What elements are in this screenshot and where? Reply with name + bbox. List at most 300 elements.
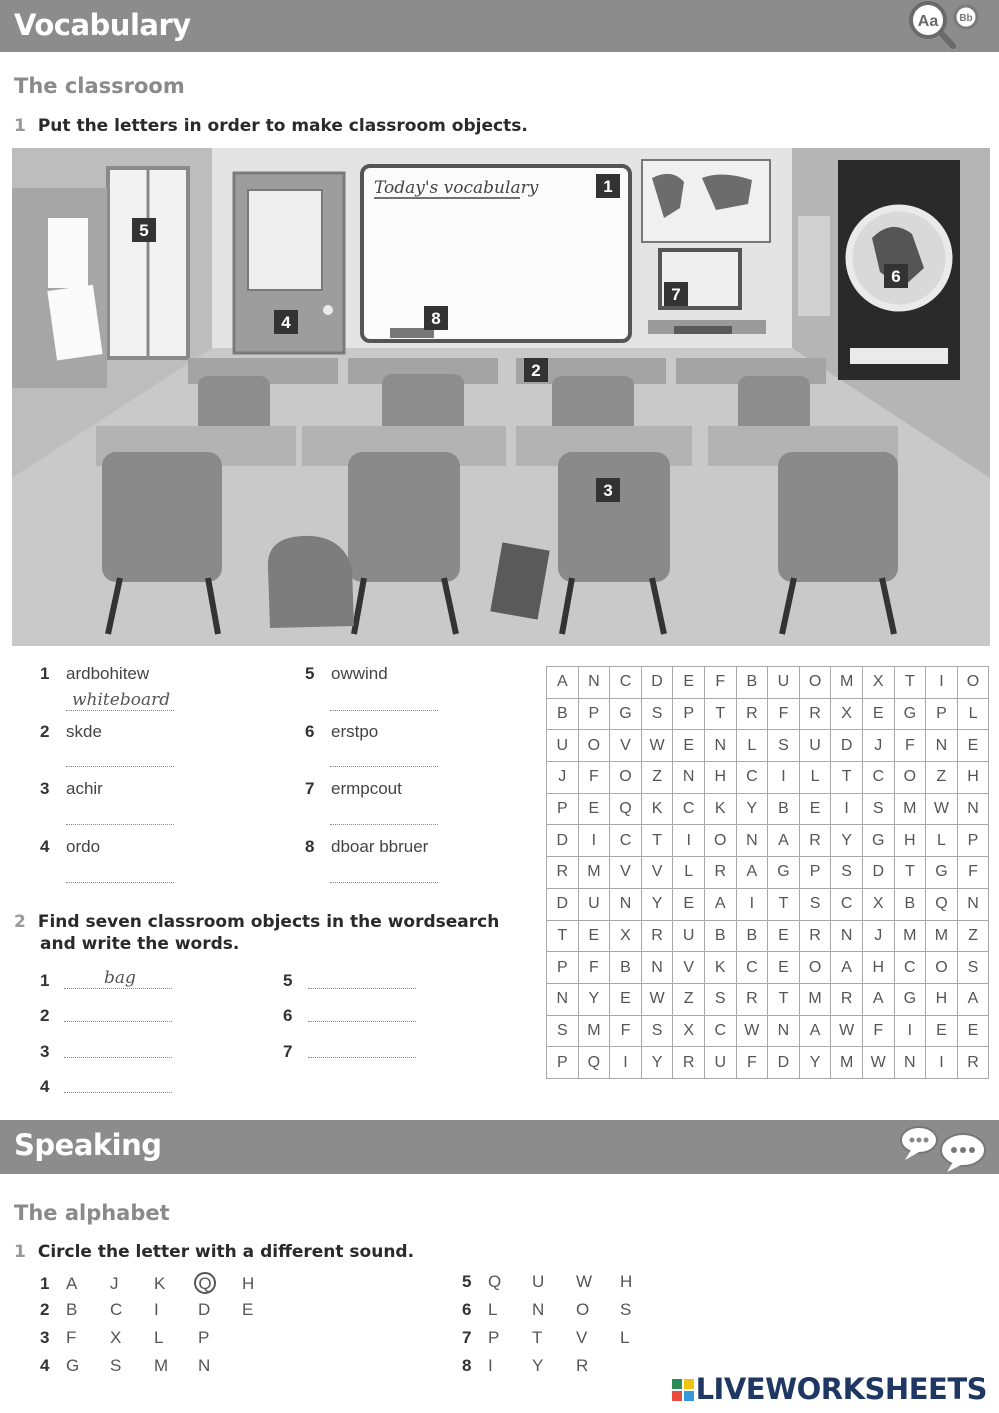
wordsearch-cell[interactable]: G bbox=[894, 983, 926, 1015]
alphabet-row bbox=[462, 1300, 664, 1320]
alphabet-letter[interactable]: L bbox=[488, 1300, 498, 1319]
wordsearch-cell[interactable]: S bbox=[641, 1015, 673, 1047]
alphabet-letter[interactable]: T bbox=[532, 1328, 543, 1347]
wordsearch-cell[interactable]: C bbox=[610, 667, 642, 699]
marker-5: 5 bbox=[139, 221, 149, 240]
ex1-instruction-text: Put the letters in order to make classroom objects. bbox=[37, 116, 528, 136]
speaking-banner bbox=[0, 1120, 999, 1174]
ex2-answer-line-3[interactable] bbox=[64, 1057, 172, 1058]
wordsearch-cell[interactable]: S bbox=[831, 857, 863, 889]
wordsearch-cell[interactable]: D bbox=[641, 667, 673, 699]
wordsearch-cell[interactable]: R bbox=[673, 1047, 705, 1079]
wordsearch-cell[interactable]: H bbox=[704, 762, 736, 794]
alphabet-letter[interactable]: F bbox=[66, 1328, 77, 1347]
alphabet-letter[interactable]: N bbox=[198, 1356, 211, 1375]
alphabet-letter[interactable]: W bbox=[576, 1272, 593, 1291]
wordsearch-cell[interactable]: I bbox=[926, 1047, 958, 1079]
alphabet-letter[interactable]: J bbox=[110, 1274, 119, 1293]
wordsearch-cell[interactable]: T bbox=[768, 888, 800, 920]
wordsearch-cell[interactable]: K bbox=[704, 952, 736, 984]
vocabulary-title: Vocabulary bbox=[14, 8, 191, 42]
ex2-label-1: 1 bbox=[40, 971, 50, 990]
alphabet-letter[interactable]: S bbox=[110, 1356, 122, 1375]
wordsearch-cell[interactable]: R bbox=[799, 698, 831, 730]
wordsearch-cell[interactable]: U bbox=[799, 730, 831, 762]
wordsearch-cell[interactable]: O bbox=[957, 667, 989, 699]
wordsearch-cell[interactable]: Q bbox=[578, 1047, 610, 1079]
wordsearch-cell[interactable]: N bbox=[610, 888, 642, 920]
wordsearch-cell[interactable]: F bbox=[768, 698, 800, 730]
wordsearch-cell[interactable]: N bbox=[894, 1047, 926, 1079]
wordsearch-cell[interactable]: O bbox=[578, 730, 610, 762]
alphabet-row bbox=[40, 1300, 286, 1320]
alphabet-letter[interactable]: C bbox=[110, 1300, 123, 1319]
alphabet-letter[interactable]: Y bbox=[532, 1356, 544, 1375]
liveworksheets-logo bbox=[672, 1372, 987, 1406]
wordsearch-cell[interactable]: Y bbox=[799, 1047, 831, 1079]
wordsearch-cell[interactable]: I bbox=[768, 762, 800, 794]
wordsearch-cell[interactable]: P bbox=[547, 1047, 579, 1079]
alphabet-letter[interactable]: N bbox=[532, 1300, 545, 1319]
ex2-answer-line-7[interactable] bbox=[308, 1057, 416, 1058]
ex1-answer-line-3[interactable] bbox=[66, 824, 174, 825]
aa-icon-text: Aa bbox=[917, 13, 939, 30]
wordsearch-cell[interactable]: U bbox=[704, 1047, 736, 1079]
wordsearch-grid bbox=[546, 666, 989, 1079]
ex1-answer-line-4[interactable] bbox=[66, 882, 174, 883]
wordsearch-cell[interactable]: C bbox=[894, 952, 926, 984]
alphabet-letter[interactable]: Q bbox=[198, 1272, 242, 1294]
wordsearch-cell[interactable]: T bbox=[641, 825, 673, 857]
wordsearch-cell[interactable]: R bbox=[957, 1047, 989, 1079]
ex2-label-3: 3 bbox=[40, 1042, 50, 1061]
wordsearch-cell[interactable]: P bbox=[578, 698, 610, 730]
wordsearch-cell[interactable]: I bbox=[578, 825, 610, 857]
ex1-answer-1[interactable]: whiteboard bbox=[72, 690, 171, 710]
wordsearch-cell[interactable]: M bbox=[926, 920, 958, 952]
alphabet-row-number: 6 bbox=[462, 1300, 472, 1319]
wordsearch-cell[interactable]: J bbox=[862, 920, 894, 952]
wordsearch-cell[interactable]: U bbox=[768, 667, 800, 699]
wordsearch-cell[interactable]: S bbox=[862, 793, 894, 825]
wordsearch-cell[interactable]: C bbox=[862, 762, 894, 794]
wordsearch-cell[interactable]: E bbox=[673, 730, 705, 762]
ex2-answer-1[interactable]: bag bbox=[104, 968, 136, 988]
wordsearch-cell[interactable]: Z bbox=[957, 920, 989, 952]
alphabet-row-number: 1 bbox=[40, 1274, 50, 1293]
alphabet-letter[interactable]: P bbox=[198, 1328, 210, 1347]
ex2-instruction-line1: Find seven classroom objects in the wordsearch bbox=[37, 912, 500, 932]
wordsearch-cell[interactable]: N bbox=[768, 1015, 800, 1047]
ex2-instruction-line2: and write the words. bbox=[40, 934, 240, 954]
wordsearch-cell[interactable]: C bbox=[736, 762, 768, 794]
wordsearch-cell[interactable]: Q bbox=[610, 793, 642, 825]
wordsearch-cell[interactable]: X bbox=[862, 667, 894, 699]
wordsearch-cell[interactable]: W bbox=[926, 793, 958, 825]
speaking-ex1-number: 1 bbox=[14, 1242, 26, 1262]
wordsearch-cell[interactable]: F bbox=[610, 1015, 642, 1047]
wordsearch-cell[interactable]: P bbox=[547, 952, 579, 984]
ex2-answer-line-6[interactable] bbox=[308, 1021, 416, 1022]
wordsearch-row bbox=[547, 698, 989, 730]
wordsearch-cell[interactable]: V bbox=[641, 857, 673, 889]
wordsearch-cell[interactable]: R bbox=[736, 983, 768, 1015]
ex1-answer-line-8[interactable] bbox=[330, 882, 438, 883]
wordsearch-cell[interactable]: F bbox=[957, 857, 989, 889]
wordsearch-cell[interactable]: M bbox=[831, 667, 863, 699]
wordsearch-cell[interactable]: A bbox=[799, 1015, 831, 1047]
wordsearch-cell[interactable]: O bbox=[926, 952, 958, 984]
wordsearch-cell[interactable]: V bbox=[673, 952, 705, 984]
alphabet-letter[interactable]: D bbox=[198, 1300, 211, 1319]
wordsearch-cell[interactable]: D bbox=[547, 825, 579, 857]
wordsearch-cell[interactable]: L bbox=[673, 857, 705, 889]
wordsearch-cell[interactable]: J bbox=[547, 762, 579, 794]
wordsearch-cell[interactable]: O bbox=[704, 825, 736, 857]
wordsearch-cell[interactable]: T bbox=[547, 920, 579, 952]
ex2-answer-line-2[interactable] bbox=[64, 1021, 172, 1022]
wordsearch-cell[interactable]: E bbox=[862, 698, 894, 730]
wordsearch-cell[interactable]: F bbox=[578, 952, 610, 984]
marker-2: 2 bbox=[531, 361, 541, 380]
wordsearch-cell[interactable]: N bbox=[704, 730, 736, 762]
wordsearch-cell[interactable]: Y bbox=[578, 983, 610, 1015]
wordsearch-cell[interactable]: S bbox=[547, 1015, 579, 1047]
wordsearch-cell[interactable]: W bbox=[641, 983, 673, 1015]
alphabet-row-number: 3 bbox=[40, 1328, 50, 1347]
brand-text: LIVEWORKSHEETS bbox=[695, 1372, 987, 1406]
alphabet-letter[interactable]: I bbox=[488, 1356, 493, 1375]
wordsearch-cell[interactable]: M bbox=[831, 1047, 863, 1079]
wordsearch-cell[interactable]: M bbox=[894, 793, 926, 825]
wordsearch-cell[interactable]: A bbox=[862, 983, 894, 1015]
wordsearch-cell[interactable]: N bbox=[578, 667, 610, 699]
wordsearch-cell[interactable]: B bbox=[736, 667, 768, 699]
alphabet-letter[interactable]: B bbox=[66, 1300, 78, 1319]
wordsearch-cell[interactable]: V bbox=[610, 730, 642, 762]
alphabet-letter[interactable]: A bbox=[66, 1274, 78, 1293]
alphabet-row bbox=[462, 1272, 664, 1292]
alphabet-letter[interactable]: H bbox=[242, 1274, 255, 1293]
wordsearch-cell[interactable]: W bbox=[862, 1047, 894, 1079]
wordsearch-cell[interactable]: S bbox=[768, 730, 800, 762]
wordsearch-cell[interactable]: S bbox=[957, 952, 989, 984]
wordsearch-cell[interactable]: E bbox=[673, 667, 705, 699]
wordsearch-cell[interactable]: C bbox=[831, 888, 863, 920]
wordsearch-cell[interactable]: N bbox=[926, 730, 958, 762]
wordsearch-cell[interactable]: X bbox=[673, 1015, 705, 1047]
wordsearch-cell[interactable]: E bbox=[768, 920, 800, 952]
wordsearch-cell[interactable]: O bbox=[610, 762, 642, 794]
ex1-answer-line-7[interactable] bbox=[330, 824, 438, 825]
wordsearch-cell[interactable]: M bbox=[894, 920, 926, 952]
wordsearch-cell[interactable]: Y bbox=[641, 888, 673, 920]
wordsearch-cell[interactable]: I bbox=[894, 1015, 926, 1047]
alphabet-letter[interactable]: I bbox=[154, 1300, 159, 1319]
alphabet-row-number: 4 bbox=[40, 1356, 50, 1375]
wordsearch-cell[interactable]: E bbox=[957, 1015, 989, 1047]
marker-3: 3 bbox=[603, 481, 613, 500]
wordsearch-cell[interactable]: A bbox=[704, 888, 736, 920]
wordsearch-row bbox=[547, 1047, 989, 1079]
wordsearch-cell[interactable]: U bbox=[547, 730, 579, 762]
wordsearch-cell[interactable]: B bbox=[736, 920, 768, 952]
wordsearch-cell[interactable]: A bbox=[736, 857, 768, 889]
wordsearch-cell[interactable]: T bbox=[768, 983, 800, 1015]
wordsearch-cell[interactable]: S bbox=[704, 983, 736, 1015]
marker-7: 7 bbox=[671, 285, 681, 304]
alphabet-letter[interactable]: P bbox=[488, 1328, 500, 1347]
ex1-item-6: 6 erstpo bbox=[305, 722, 379, 741]
alphabet-letter[interactable]: K bbox=[154, 1274, 166, 1293]
ex2-number: 2 bbox=[14, 912, 26, 932]
wordsearch-cell[interactable]: L bbox=[926, 825, 958, 857]
ex2-answer-line-5[interactable] bbox=[308, 988, 416, 989]
wordsearch-cell[interactable]: R bbox=[704, 857, 736, 889]
wordsearch-cell[interactable]: T bbox=[894, 857, 926, 889]
alphabet-letter[interactable]: H bbox=[620, 1272, 633, 1291]
wordsearch-cell[interactable]: G bbox=[768, 857, 800, 889]
alphabet-row bbox=[40, 1356, 242, 1376]
wordsearch-cell[interactable]: R bbox=[799, 825, 831, 857]
ex2-label-7: 7 bbox=[283, 1042, 293, 1061]
wordsearch-cell[interactable]: H bbox=[862, 952, 894, 984]
ex1-item-7: 7 ermpcout bbox=[305, 779, 402, 798]
alphabet-row bbox=[462, 1328, 664, 1348]
ex1-item-5: 5 owwind bbox=[305, 664, 388, 683]
alphabet-letter[interactable]: G bbox=[66, 1356, 80, 1375]
ex2-instruction bbox=[14, 912, 499, 932]
ex1-answer-line-5[interactable] bbox=[330, 710, 438, 711]
magnifier-aa-bb-icon bbox=[901, 0, 991, 52]
ex1-item-3: 3 achir bbox=[40, 779, 103, 798]
wordsearch-cell[interactable]: B bbox=[894, 888, 926, 920]
wordsearch-cell[interactable]: Z bbox=[641, 762, 673, 794]
marker-6: 6 bbox=[891, 267, 901, 286]
wordsearch-cell[interactable]: R bbox=[799, 920, 831, 952]
wordsearch-cell[interactable]: W bbox=[736, 1015, 768, 1047]
alphabet-letter[interactable]: Q bbox=[488, 1272, 502, 1291]
ex1-item-4: 4 ordo bbox=[40, 837, 101, 856]
wordsearch-cell[interactable]: W bbox=[641, 730, 673, 762]
wordsearch-cell[interactable]: H bbox=[926, 983, 958, 1015]
wordsearch-cell[interactable]: C bbox=[610, 825, 642, 857]
ex2-label-4: 4 bbox=[40, 1077, 50, 1096]
wordsearch-cell[interactable]: S bbox=[641, 698, 673, 730]
alphabet-letter[interactable]: M bbox=[154, 1356, 169, 1375]
wordsearch-cell[interactable]: Y bbox=[736, 793, 768, 825]
vocabulary-banner bbox=[0, 0, 999, 52]
wordsearch-cell[interactable]: E bbox=[926, 1015, 958, 1047]
wordsearch-cell[interactable]: P bbox=[926, 698, 958, 730]
wordsearch-cell[interactable]: P bbox=[547, 793, 579, 825]
wordsearch-cell[interactable]: X bbox=[610, 920, 642, 952]
wordsearch-cell[interactable]: N bbox=[736, 825, 768, 857]
wordsearch-cell[interactable]: C bbox=[673, 793, 705, 825]
alphabet-letter[interactable]: U bbox=[532, 1272, 545, 1291]
alphabet-letter[interactable]: R bbox=[576, 1356, 589, 1375]
wordsearch-cell[interactable]: R bbox=[831, 983, 863, 1015]
wordsearch-cell[interactable]: E bbox=[673, 888, 705, 920]
wordsearch-cell[interactable]: E bbox=[578, 793, 610, 825]
wordsearch-cell[interactable]: A bbox=[547, 667, 579, 699]
wordsearch-cell[interactable]: F bbox=[894, 730, 926, 762]
wordsearch-cell[interactable]: T bbox=[704, 698, 736, 730]
wordsearch-cell[interactable]: N bbox=[641, 952, 673, 984]
wordsearch-cell[interactable]: X bbox=[862, 888, 894, 920]
wordsearch-cell[interactable]: N bbox=[547, 983, 579, 1015]
wordsearch-cell[interactable]: K bbox=[704, 793, 736, 825]
wordsearch-cell[interactable]: M bbox=[799, 983, 831, 1015]
wordsearch-cell[interactable]: A bbox=[768, 825, 800, 857]
wordsearch-cell[interactable]: I bbox=[831, 793, 863, 825]
wordsearch-cell[interactable]: N bbox=[957, 793, 989, 825]
alphabet-letter[interactable]: O bbox=[576, 1300, 590, 1319]
wordsearch-cell[interactable]: I bbox=[673, 825, 705, 857]
wordsearch-cell[interactable]: G bbox=[894, 698, 926, 730]
wordsearch-cell[interactable]: O bbox=[799, 952, 831, 984]
wordsearch-cell[interactable]: I bbox=[610, 1047, 642, 1079]
marker-1: 1 bbox=[603, 177, 613, 196]
alphabet-letter[interactable]: V bbox=[576, 1328, 588, 1347]
marker-4: 4 bbox=[281, 313, 291, 332]
alphabet-letter[interactable]: L bbox=[154, 1328, 164, 1347]
ex1-item-2: 2 skde bbox=[40, 722, 102, 741]
ex2-label-2: 2 bbox=[40, 1006, 50, 1025]
speaking-ex1-instruction-text: Circle the letter with a different sound. bbox=[37, 1242, 415, 1262]
wordsearch-cell[interactable]: G bbox=[862, 825, 894, 857]
wordsearch-cell[interactable]: E bbox=[610, 983, 642, 1015]
alphabet-letter[interactable]: L bbox=[620, 1328, 630, 1347]
alphabet-letter[interactable]: S bbox=[620, 1300, 632, 1319]
wordsearch-cell[interactable]: N bbox=[673, 762, 705, 794]
wordsearch-cell[interactable]: Y bbox=[831, 825, 863, 857]
wordsearch-cell[interactable]: G bbox=[926, 857, 958, 889]
alphabet-row bbox=[40, 1328, 242, 1348]
wordsearch-cell[interactable]: L bbox=[957, 698, 989, 730]
wordsearch-row bbox=[547, 888, 989, 920]
speech-bubbles-icon bbox=[891, 1122, 991, 1172]
wordsearch-cell[interactable]: L bbox=[736, 730, 768, 762]
wordsearch-cell[interactable]: R bbox=[547, 857, 579, 889]
wordsearch-cell[interactable]: S bbox=[799, 888, 831, 920]
wordsearch-cell[interactable]: V bbox=[610, 857, 642, 889]
wordsearch-cell[interactable]: M bbox=[578, 857, 610, 889]
wordsearch-cell[interactable]: E bbox=[768, 952, 800, 984]
wordsearch-cell[interactable]: N bbox=[831, 920, 863, 952]
wordsearch-cell[interactable]: B bbox=[704, 920, 736, 952]
wordsearch-cell[interactable]: O bbox=[894, 762, 926, 794]
wordsearch-cell[interactable]: P bbox=[799, 857, 831, 889]
wordsearch-cell[interactable]: X bbox=[831, 698, 863, 730]
wordsearch-cell[interactable]: L bbox=[799, 762, 831, 794]
wordsearch-cell[interactable]: O bbox=[799, 667, 831, 699]
wordsearch-cell[interactable]: I bbox=[736, 888, 768, 920]
wordsearch-cell[interactable]: J bbox=[862, 730, 894, 762]
wordsearch-cell[interactable]: A bbox=[957, 983, 989, 1015]
wordsearch-cell[interactable]: A bbox=[831, 952, 863, 984]
wordsearch-cell[interactable]: P bbox=[957, 825, 989, 857]
alphabet-row-number: 2 bbox=[40, 1300, 50, 1319]
wordsearch-row bbox=[547, 983, 989, 1015]
wordsearch-row bbox=[547, 730, 989, 762]
wordsearch-cell[interactable]: P bbox=[673, 698, 705, 730]
wordsearch-cell[interactable]: Y bbox=[641, 1047, 673, 1079]
wordsearch-row bbox=[547, 1015, 989, 1047]
wordsearch-cell[interactable]: Q bbox=[926, 888, 958, 920]
wordsearch-cell[interactable]: D bbox=[862, 857, 894, 889]
wordsearch-cell[interactable]: C bbox=[736, 952, 768, 984]
subhead-alphabet: The alphabet bbox=[14, 1201, 170, 1225]
ex1-answer-line-1[interactable] bbox=[66, 710, 174, 711]
ex1-answer-line-2[interactable] bbox=[66, 766, 174, 767]
wordsearch-row bbox=[547, 762, 989, 794]
wordsearch-cell[interactable]: E bbox=[578, 920, 610, 952]
ex1-answer-line-6[interactable] bbox=[330, 766, 438, 767]
wordsearch-cell[interactable]: B bbox=[547, 698, 579, 730]
ex2-label-5: 5 bbox=[283, 971, 293, 990]
wordsearch-cell[interactable]: G bbox=[610, 698, 642, 730]
wordsearch-row bbox=[547, 920, 989, 952]
alphabet-row bbox=[40, 1272, 286, 1294]
wordsearch-cell[interactable]: H bbox=[894, 825, 926, 857]
wordsearch-cell[interactable]: R bbox=[641, 920, 673, 952]
wordsearch-cell[interactable]: E bbox=[957, 730, 989, 762]
board-text: Today's vocabulary bbox=[374, 178, 539, 198]
wordsearch-cell[interactable]: B bbox=[768, 793, 800, 825]
wordsearch-cell[interactable]: D bbox=[768, 1047, 800, 1079]
wordsearch-row bbox=[547, 857, 989, 889]
wordsearch-cell[interactable]: B bbox=[610, 952, 642, 984]
ex1-item-1: 1 ardbohitew bbox=[40, 664, 150, 683]
wordsearch-cell[interactable]: I bbox=[926, 667, 958, 699]
wordsearch-cell[interactable]: Z bbox=[926, 762, 958, 794]
wordsearch-cell[interactable]: Z bbox=[673, 983, 705, 1015]
wordsearch-cell[interactable]: F bbox=[704, 667, 736, 699]
wordsearch-cell[interactable]: D bbox=[547, 888, 579, 920]
wordsearch-row bbox=[547, 793, 989, 825]
classroom-illustration bbox=[12, 148, 990, 646]
wordsearch-cell[interactable]: F bbox=[736, 1047, 768, 1079]
wordsearch-cell[interactable]: F bbox=[862, 1015, 894, 1047]
bb-icon-text: Bb bbox=[959, 13, 973, 24]
wordsearch-cell[interactable]: U bbox=[673, 920, 705, 952]
wordsearch-cell[interactable]: H bbox=[957, 762, 989, 794]
wordsearch-cell[interactable]: R bbox=[736, 698, 768, 730]
ex1-instruction bbox=[14, 116, 528, 136]
ex2-answer-line-4[interactable] bbox=[64, 1092, 172, 1093]
wordsearch-cell[interactable]: M bbox=[578, 1015, 610, 1047]
wordsearch-cell[interactable]: T bbox=[831, 762, 863, 794]
wordsearch-cell[interactable]: T bbox=[894, 667, 926, 699]
wordsearch-cell[interactable]: F bbox=[578, 762, 610, 794]
wordsearch-cell[interactable]: C bbox=[704, 1015, 736, 1047]
wordsearch-cell[interactable]: D bbox=[831, 730, 863, 762]
ex2-answer-line-1[interactable] bbox=[64, 988, 172, 989]
subhead-classroom: The classroom bbox=[14, 74, 185, 98]
wordsearch-row bbox=[547, 952, 989, 984]
wordsearch-cell[interactable]: E bbox=[799, 793, 831, 825]
alphabet-letter[interactable]: X bbox=[110, 1328, 122, 1347]
wordsearch-cell[interactable]: U bbox=[578, 888, 610, 920]
speaking-ex1-instruction bbox=[14, 1242, 414, 1262]
wordsearch-row bbox=[547, 825, 989, 857]
wordsearch-cell[interactable]: W bbox=[831, 1015, 863, 1047]
wordsearch-cell[interactable]: N bbox=[957, 888, 989, 920]
liveworksheets-logo-icon bbox=[672, 1379, 694, 1401]
alphabet-letter[interactable]: E bbox=[242, 1300, 254, 1319]
wordsearch-cell[interactable]: K bbox=[641, 793, 673, 825]
